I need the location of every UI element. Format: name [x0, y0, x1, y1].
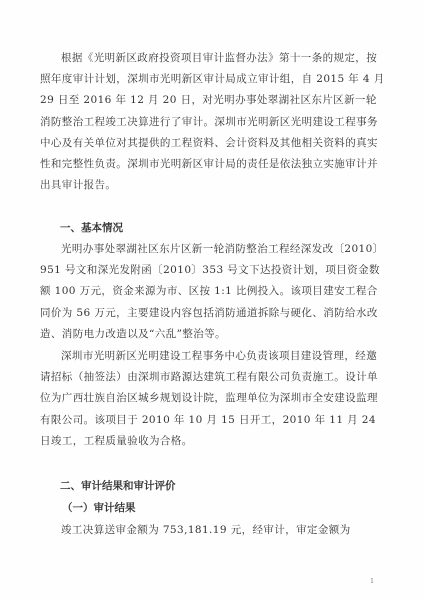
subsection-heading-audit-result: （一）审计结果 — [62, 502, 136, 514]
section-heading-audit-results: 二、审计结果和审计评价 — [60, 480, 176, 492]
project-paragraph: 光明办事处翠湖社区东片区新一轮消防整治工程经深发改〔2010〕951 号文和深光发附函〔2010〕353 号文下达投资计划，项目资金数额 100 万元，资金来源为市、区按 1:1 比例投入。该项目建安工程合同价为 56 万元，主要建设内容包括消防通道拆除与硬化、消防给水改造、消防电力改造以及“六乱”整治等。 — [40, 243, 384, 340]
section-heading-basic-info: 一、基本情况 — [60, 222, 123, 234]
intro-paragraph: 根据《光明新区政府投资项目审计监督办法》第十一条的规定，按照年度审计计划，深圳市光明新区审计局成立审计组，自 2015 年 4 月 29 日至 2016 年 12 月 20 日，对光明办事处翠湖社区东片区新一轮消防整治工程竣工决算进行了审计。深圳市光明新区光明建设工程事务中心及有关单位对其提供的工程资料、会计资料及其他相关资料的真实性和完整性负责。深圳市光明新区审计局的责任是依法独立实施审计并出具审计报告。 — [40, 52, 385, 192]
construction-paragraph: 深圳市光明新区光明建设工程事务中心负责该项目建设管理，经邀请招标（抽签法）由深圳市路源达建筑工程有限公司负责施工。设计单位为广西壮族自治区城乡规划设计院，监理单位为深圳市全安建设监理有限公司。该项目于 2010 年 10 月 15 日开工，2010 年 11 月 24 日竣工，工程质量验收为合格。 — [40, 350, 378, 447]
settlement-paragraph: 竣工决算送审金额为 753,181.19 元，经审计，审定金额为 — [61, 524, 351, 536]
page-number: 1 — [370, 578, 374, 585]
